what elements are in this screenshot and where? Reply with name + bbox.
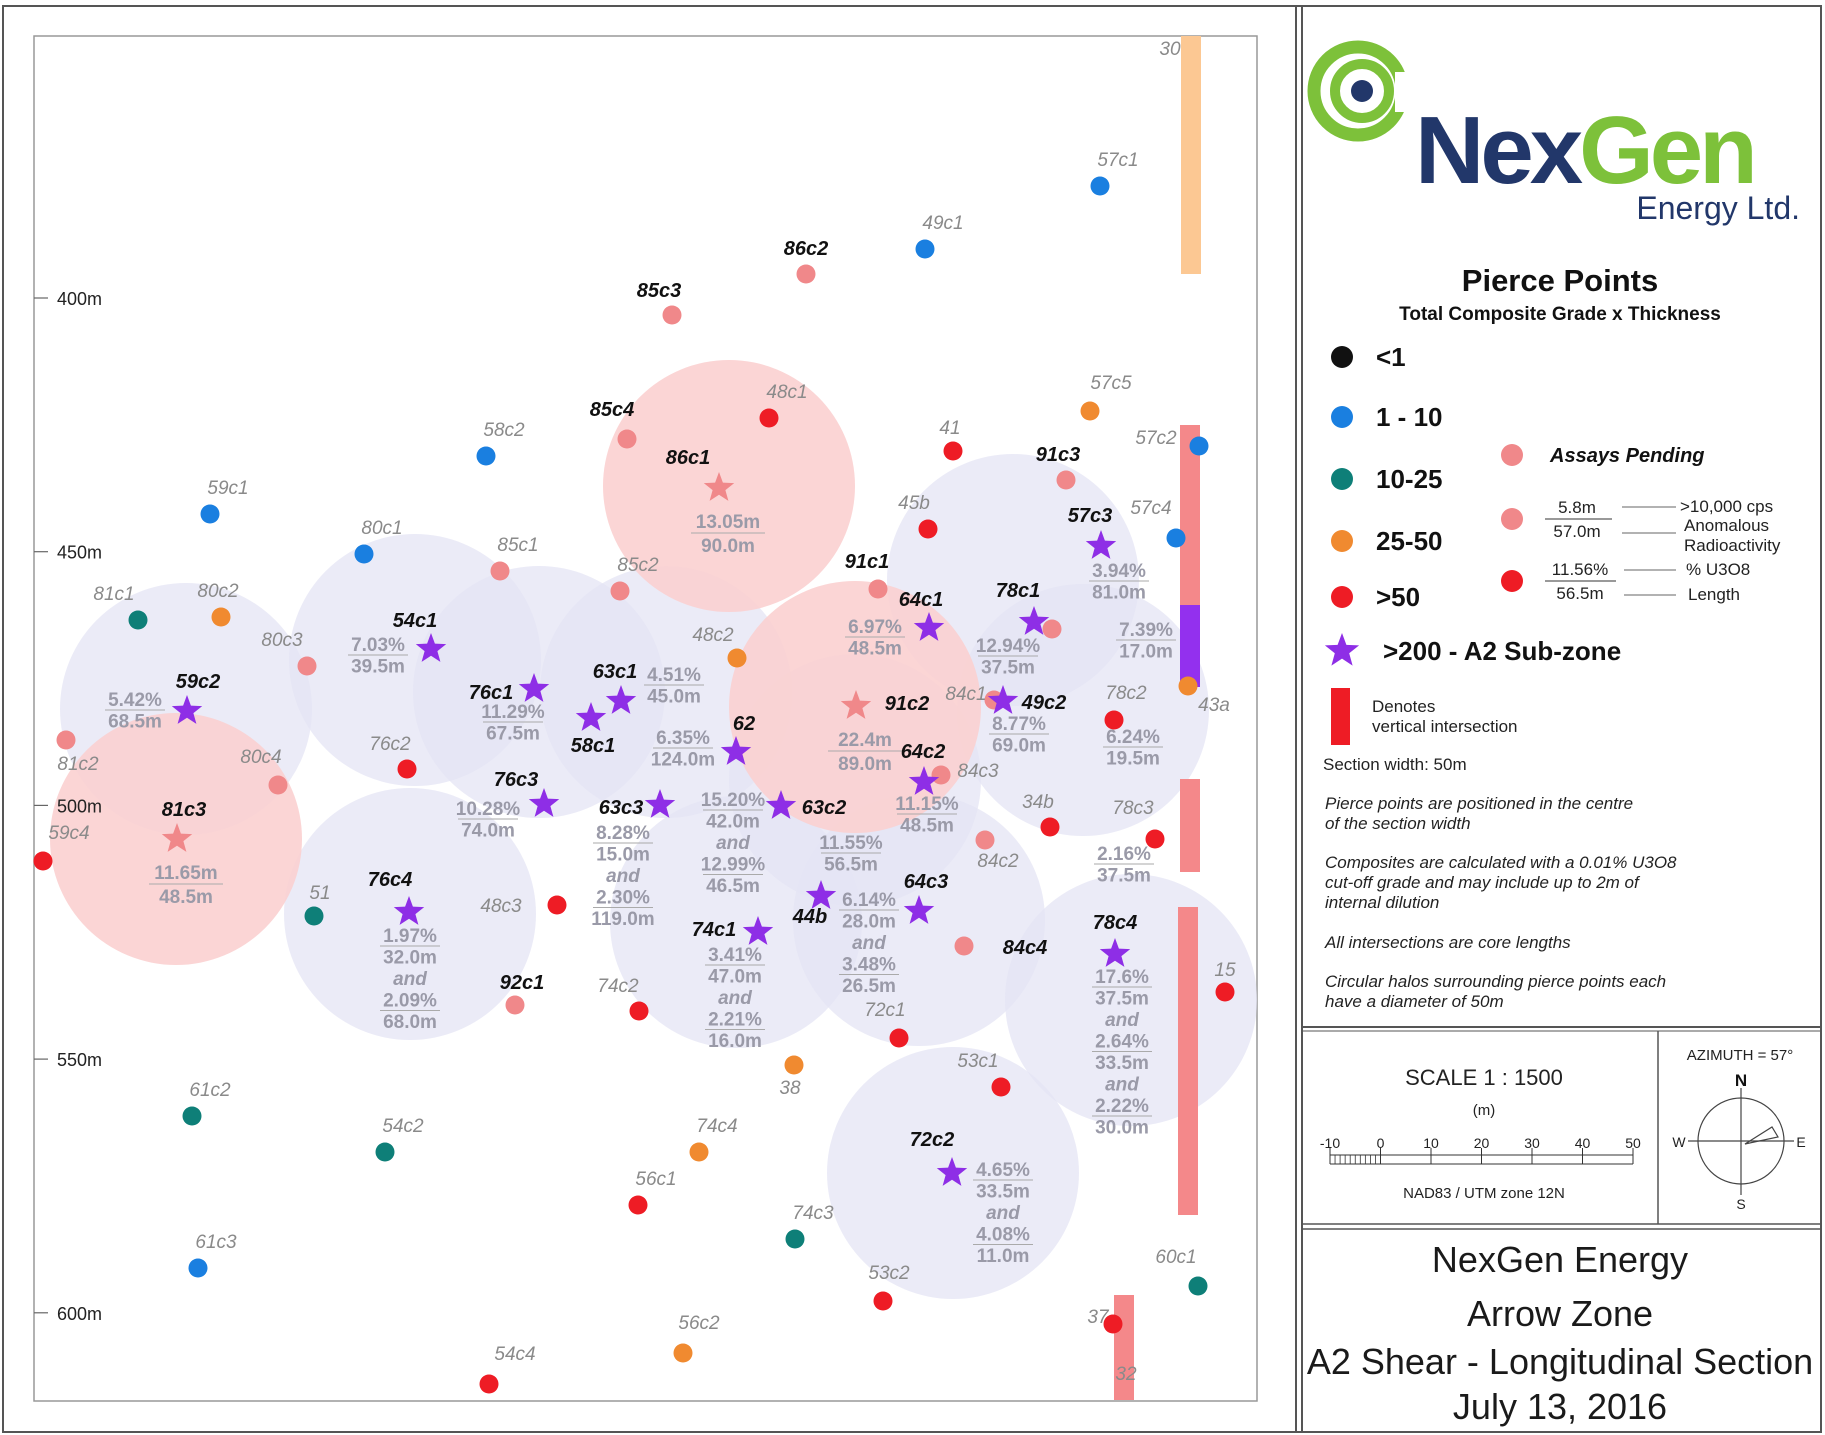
pierce-point-label: 91c3 xyxy=(1035,444,1081,466)
grade-value: 2.22% xyxy=(1095,1096,1149,1117)
compass-east: E xyxy=(1796,1134,1806,1150)
grade-value: and xyxy=(986,1203,1020,1224)
grade-value: and xyxy=(1105,1074,1139,1096)
pierce-point-label: 84c2 xyxy=(977,851,1019,872)
grade-value: 48.5m xyxy=(848,638,902,660)
legend-dot xyxy=(1331,346,1353,368)
grade-value: 6.97% xyxy=(848,617,902,638)
grade-value: 42.0m xyxy=(706,811,760,833)
pierce-point-label: 61c3 xyxy=(195,1232,237,1253)
pierce-point xyxy=(618,430,637,449)
pierce-point xyxy=(477,447,496,466)
grade-value: 47.0m xyxy=(708,966,762,988)
legend-item-label: 25-50 xyxy=(1376,526,1443,556)
pierce-point-label: 78c2 xyxy=(1105,683,1147,704)
legend-subtitle: Total Composite Grade x Thickness xyxy=(1399,304,1721,325)
pending-radioactivity-length: 48.5m xyxy=(159,887,213,908)
legend-title: Pierce Points xyxy=(1461,263,1659,298)
pierce-point xyxy=(548,896,567,915)
star-label: 54c1 xyxy=(392,610,438,632)
scale-tick-label: 0 xyxy=(1376,1135,1385,1151)
pierce-point-label: 48c2 xyxy=(692,625,734,646)
pierce-point-label: 53c2 xyxy=(868,1263,910,1284)
grade-value: and xyxy=(852,933,886,954)
pierce-point-label: 86c2 xyxy=(783,238,829,260)
pierce-point-label: 92c1 xyxy=(499,972,545,994)
star-label: 64c3 xyxy=(903,871,949,893)
legend-vertical-bar-icon xyxy=(1331,688,1350,745)
pierce-point-label: 80c4 xyxy=(240,747,282,768)
pierce-point-label: 74c4 xyxy=(696,1116,738,1137)
pierce-point-label: 41 xyxy=(939,418,961,439)
star-label: 59c2 xyxy=(175,671,221,693)
legend-example-red-dot xyxy=(1501,570,1523,592)
pierce-point xyxy=(57,731,76,750)
grade-value: 68.5m xyxy=(108,711,162,733)
pierce-point xyxy=(760,409,779,428)
grade-value: 7.03% xyxy=(351,635,405,656)
pierce-point xyxy=(955,937,974,956)
grade-value: 119.0m xyxy=(591,909,655,930)
pierce-point-label: 45b xyxy=(898,493,930,514)
pending-radioactivity-length: 90.0m xyxy=(701,536,755,557)
pierce-point xyxy=(1081,402,1100,421)
pierce-point xyxy=(976,831,995,850)
pierce-point xyxy=(1041,818,1060,837)
grade-value: 15.0m xyxy=(596,844,650,866)
legend-item-label: >50 xyxy=(1376,582,1421,612)
grade-value: 11.15% xyxy=(895,794,959,815)
grade-value: 16.0m xyxy=(708,1031,762,1052)
pierce-point-label: 84c4 xyxy=(1002,937,1048,959)
title-block xyxy=(1307,1239,1813,1427)
grade-value: 11.29% xyxy=(481,702,545,723)
pierce-point xyxy=(890,1029,909,1048)
legend-note: Circular halos surrounding pierce points each xyxy=(1325,972,1667,991)
vertical-intersection-bar xyxy=(1181,36,1201,274)
star-label: 76c1 xyxy=(468,682,514,704)
grade-value: 19.5m xyxy=(1106,748,1160,770)
pierce-point-label: 60c1 xyxy=(1155,1247,1197,1268)
scale-datum: NAD83 / UTM zone 12N xyxy=(1403,1185,1565,1202)
scale-tick-label: 30 xyxy=(1524,1135,1540,1151)
pierce-point xyxy=(1216,983,1235,1002)
grade-value: 37.5m xyxy=(1095,988,1149,1010)
pierce-point-label: 56c1 xyxy=(635,1169,677,1190)
pierce-point xyxy=(212,608,231,627)
azimuth-label: AZIMUTH = 57° xyxy=(1686,1047,1794,1064)
scale-unit: (m) xyxy=(1472,1102,1496,1119)
pierce-point-label: 76c2 xyxy=(369,734,411,755)
grade-value: 2.30% xyxy=(596,887,650,909)
star-label: 64c2 xyxy=(900,741,946,763)
grade-value: 3.48% xyxy=(842,954,896,976)
pierce-point-label: 15 xyxy=(1214,960,1236,981)
pierce-point-label: 80c3 xyxy=(261,630,303,651)
star-label: 72c2 xyxy=(909,1129,955,1151)
pierce-point xyxy=(376,1143,395,1162)
scale-tick-label: 10 xyxy=(1423,1135,1439,1151)
legend-note: Pierce points are positioned in the centre xyxy=(1325,794,1634,813)
pierce-point-label: 72c1 xyxy=(864,1000,906,1021)
legend-note-length: Length xyxy=(1688,585,1740,604)
scale-bar xyxy=(1320,1065,1641,1202)
grade-value: 37.5m xyxy=(1097,865,1151,887)
logo-subtitle: Energy Ltd. xyxy=(1636,190,1800,226)
grade-value: 4.65% xyxy=(976,1160,1030,1181)
scale-tick-label: 20 xyxy=(1473,1135,1490,1151)
legend-example-length-1: 57.0m xyxy=(1553,522,1601,541)
pierce-point xyxy=(201,505,220,524)
pierce-point xyxy=(663,306,682,325)
legend-note: have a diameter of 50m xyxy=(1325,992,1504,1011)
depth-label: 400m xyxy=(57,289,103,309)
star-label: 62 xyxy=(732,713,756,735)
title-section: A2 Shear - Longitudinal Section xyxy=(1306,1341,1814,1382)
legend-note-radioactivity: Radioactivity xyxy=(1684,536,1781,555)
grade-value: 17.6% xyxy=(1095,967,1149,988)
pending-length: 13.05m xyxy=(695,512,761,533)
star-label: 49c2 xyxy=(1021,692,1067,714)
grade-value: 124.0m xyxy=(650,749,716,771)
section-map xyxy=(34,36,1258,1401)
legend-example-grade-1: 5.8m xyxy=(1558,498,1596,517)
pierce-point-label: 84c1 xyxy=(945,684,987,705)
pierce-point-label: 85c3 xyxy=(636,280,682,302)
grade-value: 8.28% xyxy=(596,823,650,844)
depth-label: 600m xyxy=(57,1303,103,1324)
grade-value: 37.5m xyxy=(981,657,1035,679)
grade-value: 32.0m xyxy=(383,947,437,969)
pierce-point-label: 81c1 xyxy=(93,584,135,605)
star-label: 57c3 xyxy=(1067,505,1113,527)
pierce-point xyxy=(1190,437,1209,456)
legend-item-label: 10-25 xyxy=(1376,464,1443,494)
grade-value: 2.21% xyxy=(708,1009,762,1031)
star-label: 91c2 xyxy=(884,693,930,715)
legend-note-cps: >10,000 cps xyxy=(1680,497,1774,516)
grade-value: 17.0m xyxy=(1119,641,1173,663)
grade-value: 30.0m xyxy=(1095,1117,1149,1139)
pierce-point-label: 80c1 xyxy=(361,518,403,539)
grade-value: and xyxy=(606,866,640,887)
star-label: 78c4 xyxy=(1092,912,1138,934)
pierce-point xyxy=(869,580,888,599)
compass xyxy=(1672,1047,1805,1212)
pierce-point-label: 74c2 xyxy=(597,976,639,997)
compass-north: N xyxy=(1734,1071,1748,1090)
pierce-point-label: 85c1 xyxy=(497,535,539,556)
pierce-point-label: 85c4 xyxy=(589,399,635,421)
grade-value: 5.42% xyxy=(108,690,162,711)
pierce-point-label: 57c5 xyxy=(1090,373,1132,394)
star-label: 64c1 xyxy=(898,589,944,611)
grade-value: 26.5m xyxy=(842,976,896,997)
grade-value: 11.0m xyxy=(976,1246,1030,1267)
title-date: July 13, 2016 xyxy=(1452,1386,1668,1427)
pierce-point-label: 48c3 xyxy=(480,896,522,917)
grade-value: 2.64% xyxy=(1095,1031,1149,1053)
legend-item-label: <1 xyxy=(1376,342,1406,372)
pierce-point xyxy=(630,1002,649,1021)
legend-assays-pending: Assays Pending xyxy=(1550,445,1705,467)
legend-item-label: 1 - 10 xyxy=(1376,402,1443,432)
grade-value: and xyxy=(1105,1010,1139,1031)
depth-label: 450m xyxy=(57,542,103,563)
pierce-point-label: 54c2 xyxy=(382,1116,424,1137)
pierce-point xyxy=(874,1292,893,1311)
grade-value: 68.0m xyxy=(383,1012,437,1033)
legend-section-width: Section width: 50m xyxy=(1323,755,1467,774)
pierce-point xyxy=(1179,677,1198,696)
pierce-point-label: 84c3 xyxy=(957,761,999,782)
star-label: 76c4 xyxy=(367,869,413,891)
pierce-point-label: 34b xyxy=(1022,792,1054,813)
scale-tick-label: 50 xyxy=(1625,1135,1641,1151)
pierce-point-label: 57c4 xyxy=(1130,498,1172,519)
grade-value: 3.94% xyxy=(1092,561,1146,582)
grade-value: 3.41% xyxy=(708,945,762,966)
legend-note: Composites are calculated with a 0.01% U3O8 xyxy=(1325,853,1677,872)
grade-value: 6.14% xyxy=(842,890,896,911)
compass-west: W xyxy=(1672,1134,1686,1150)
star-label: 78c1 xyxy=(995,580,1041,602)
legend-note-u3o8: % U3O8 xyxy=(1686,560,1751,579)
pierce-point xyxy=(629,1196,648,1215)
depth-label: 500m xyxy=(57,796,103,817)
pierce-point xyxy=(916,240,935,259)
depth-label: 550m xyxy=(57,1050,103,1071)
compass-south: S xyxy=(1736,1196,1746,1212)
pierce-point xyxy=(797,265,816,284)
pierce-point-label: 53c1 xyxy=(957,1051,999,1072)
pierce-point-label: 38 xyxy=(779,1078,801,1099)
grade-value: 48.5m xyxy=(900,815,954,837)
pierce-point-label: 59c4 xyxy=(48,823,90,844)
grade-value: 4.51% xyxy=(647,665,701,686)
pierce-point-label: 80c2 xyxy=(197,581,239,602)
pierce-point-label: 54c4 xyxy=(494,1344,536,1365)
pierce-point xyxy=(728,649,747,668)
grade-value: 6.35% xyxy=(656,728,710,749)
grade-value: 45.0m xyxy=(647,686,701,708)
pierce-point-label: 81c2 xyxy=(57,754,99,775)
pierce-point xyxy=(129,611,148,630)
legend-item-label: >200 - A2 Sub-zone xyxy=(1383,636,1622,666)
title-company: NexGen Energy xyxy=(1431,1239,1689,1280)
pierce-point xyxy=(785,1056,804,1075)
grade-value: 8.77% xyxy=(992,714,1046,735)
vertical-intersection-bar xyxy=(1180,605,1200,687)
star-label: 63c2 xyxy=(801,797,847,819)
logo-name: NexGen xyxy=(1415,97,1754,204)
pending-length: 11.65m xyxy=(154,863,218,884)
grade-value: 2.16% xyxy=(1097,844,1151,865)
grade-value: 2.09% xyxy=(383,990,437,1012)
pierce-point-label: 51 xyxy=(309,883,331,904)
star-label: 76c3 xyxy=(493,769,539,791)
grade-value: 74.0m xyxy=(461,820,515,842)
pierce-point xyxy=(1057,471,1076,490)
pierce-point xyxy=(269,776,288,795)
grade-value: 69.0m xyxy=(992,735,1046,757)
pierce-point xyxy=(611,582,630,601)
pierce-point-label: 32 xyxy=(1115,1364,1137,1385)
legend xyxy=(1323,263,1781,1011)
legend-example-length-2: 56.5m xyxy=(1556,584,1604,603)
star-label: 74c1 xyxy=(691,919,737,941)
legend-dot xyxy=(1331,406,1353,428)
pierce-point-label: 59c1 xyxy=(207,478,249,499)
grade-value: 56.5m xyxy=(824,854,878,876)
legend-notes xyxy=(1324,794,1677,1011)
legend-note: cut-off grade and may include up to 2m of xyxy=(1325,873,1639,892)
pierce-point xyxy=(786,1230,805,1249)
pierce-point xyxy=(305,907,324,926)
pierce-point xyxy=(1091,177,1110,196)
pierce-point xyxy=(355,545,374,564)
grade-value: 33.5m xyxy=(1095,1053,1149,1074)
pierce-point xyxy=(932,766,951,785)
pierce-point-label: 43a xyxy=(1198,695,1230,716)
legend-note: internal dilution xyxy=(1325,893,1440,912)
grade-value: 15.20% xyxy=(700,790,766,811)
pierce-point xyxy=(298,657,317,676)
pierce-point-label: 85c2 xyxy=(617,555,659,576)
star-label: 58c1 xyxy=(570,735,616,757)
star-label: 44b xyxy=(792,906,828,928)
pierce-point xyxy=(506,996,525,1015)
grade-value: 11.55% xyxy=(819,833,883,854)
grade-value: 1.97% xyxy=(383,926,437,947)
pierce-point xyxy=(1189,1277,1208,1296)
grade-value: 12.99% xyxy=(700,854,766,876)
pierce-point-label: 58c2 xyxy=(483,420,525,441)
pierce-point-label: 48c1 xyxy=(766,382,808,403)
grade-value: 28.0m xyxy=(842,911,896,933)
pierce-point-label: 78c3 xyxy=(1112,798,1154,819)
pierce-point xyxy=(944,442,963,461)
grade-value: 46.5m xyxy=(706,876,760,897)
pierce-point-label: 57c1 xyxy=(1097,150,1139,171)
grade-value: and xyxy=(716,833,750,854)
grade-value: 33.5m xyxy=(976,1181,1030,1203)
pending-radioactivity-length: 89.0m xyxy=(838,754,892,775)
legend-pending-dot xyxy=(1501,444,1523,466)
grade-value: 81.0m xyxy=(1092,582,1146,604)
legend-note: All intersections are core lengths xyxy=(1325,933,1571,952)
scale-tick-label: -10 xyxy=(1319,1135,1341,1151)
nexgen-logo xyxy=(1314,47,1800,226)
star-label: 63c1 xyxy=(592,661,638,683)
grade-value: 6.24% xyxy=(1106,727,1160,748)
vertical-intersection-bar xyxy=(1178,907,1198,1215)
logo-swirl-icon xyxy=(1314,47,1411,135)
legend-note: of the section width xyxy=(1325,814,1471,833)
legend-example-grade-2: 11.56% xyxy=(1551,560,1609,579)
grade-value: 12.94% xyxy=(975,636,1041,657)
pierce-point-label: 61c2 xyxy=(189,1080,231,1101)
title-zone: Arrow Zone xyxy=(1466,1293,1654,1334)
pierce-point xyxy=(183,1107,202,1126)
legend-vertical-intersection: vertical intersection xyxy=(1372,717,1518,736)
legend-dot xyxy=(1331,586,1353,608)
grade-value: 67.5m xyxy=(486,723,540,745)
pierce-point-label: 57c2 xyxy=(1135,428,1177,449)
pierce-point xyxy=(992,1078,1011,1097)
legend-dot xyxy=(1331,530,1353,552)
pierce-point-label: 49c1 xyxy=(922,213,964,234)
pierce-point xyxy=(189,1259,208,1278)
grade-value: and xyxy=(393,969,427,990)
legend-dot xyxy=(1331,468,1353,490)
grade-value: 4.08% xyxy=(976,1224,1030,1246)
legend-note-anomalous: Anomalous xyxy=(1684,516,1770,535)
pierce-point xyxy=(34,852,53,871)
pierce-point-label: 56c2 xyxy=(678,1313,720,1334)
pierce-point xyxy=(480,1375,499,1394)
pierce-point-label: 74c3 xyxy=(792,1203,834,1224)
grade-value: 10.28% xyxy=(455,799,521,820)
legend-denotes: Denotes xyxy=(1372,697,1436,716)
star-label: 63c3 xyxy=(598,797,644,819)
star-label: 81c3 xyxy=(161,799,207,821)
grade-value: 7.39% xyxy=(1119,620,1173,641)
pierce-point xyxy=(1043,620,1062,639)
pierce-point-label: 37 xyxy=(1087,1307,1109,1328)
grade-value: 39.5m xyxy=(351,656,405,678)
pierce-point xyxy=(1167,529,1186,548)
pierce-point xyxy=(674,1344,693,1363)
legend-star-icon xyxy=(1325,633,1359,666)
pierce-point xyxy=(690,1143,709,1162)
pierce-point xyxy=(491,562,510,581)
star-label: 86c1 xyxy=(665,447,711,469)
legend-example-pending-dot xyxy=(1501,508,1523,530)
grade-value: and xyxy=(718,988,752,1009)
pierce-point-label: 91c1 xyxy=(844,551,890,573)
vertical-intersection-bar xyxy=(1180,779,1200,872)
pierce-point xyxy=(919,520,938,539)
scale-tick-label: 40 xyxy=(1574,1135,1591,1151)
pierce-point-label: 30 xyxy=(1159,39,1181,60)
scale-label: SCALE 1 : 1500 xyxy=(1405,1065,1563,1090)
pierce-point xyxy=(398,760,417,779)
pending-length: 22.4m xyxy=(838,730,892,751)
